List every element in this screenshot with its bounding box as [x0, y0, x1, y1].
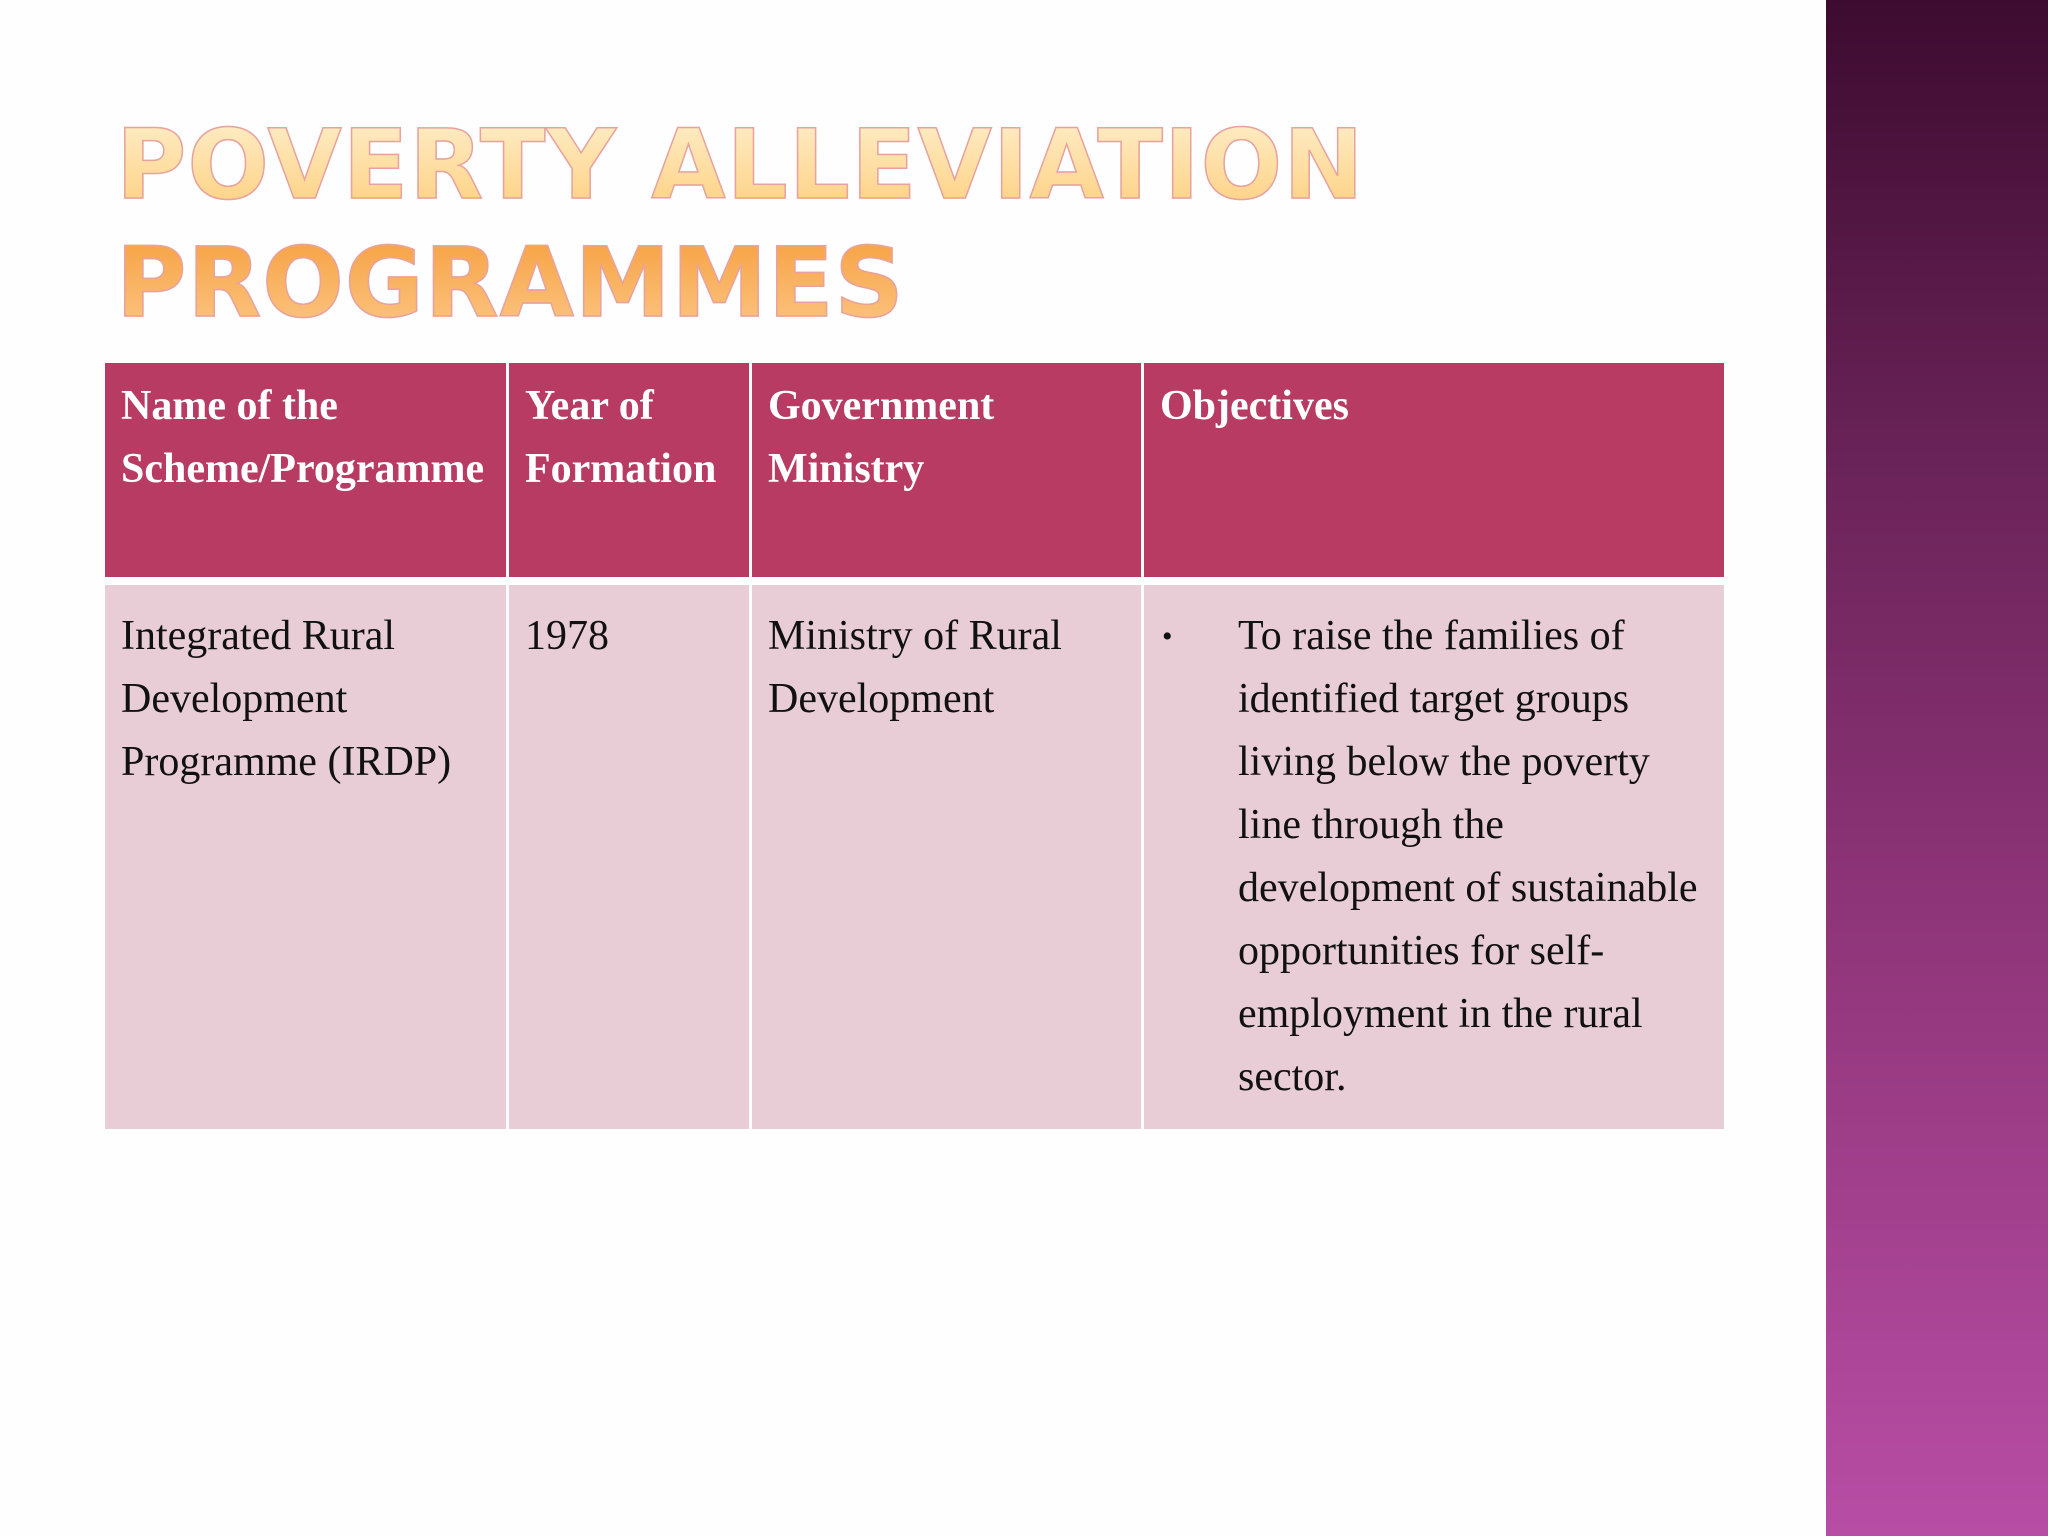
header-objectives: Objectives: [1144, 363, 1724, 577]
objective-item: [1160, 605, 1710, 1109]
cell-ministry: Ministry of Rural Development: [752, 580, 1141, 1129]
header-scheme-name: Name of the Scheme/Programme: [105, 363, 506, 577]
cell-objectives: [1144, 580, 1724, 1129]
objectives-list: [1160, 605, 1710, 1109]
slide-title: POVERTY ALLEVIATION PROGRAMMES: [116, 106, 1716, 342]
table-row: [105, 580, 1724, 1129]
decorative-sidebar: [1826, 0, 2048, 1536]
table-header-row: [105, 363, 1724, 577]
header-ministry: Government Ministry: [752, 363, 1141, 577]
cell-scheme-name: Integrated Rural Development Programme (IRDP): [105, 580, 506, 1129]
objective-text: To raise the families of identified target groups living below the poverty line through the development of sustainable opportunities for self-employment in the rural sector.: [1238, 613, 1698, 1100]
bullet-icon: •: [1162, 620, 1173, 653]
header-year: Year of Formation: [509, 363, 749, 577]
cell-year: 1978: [509, 580, 749, 1129]
schemes-table: [102, 360, 1727, 1132]
